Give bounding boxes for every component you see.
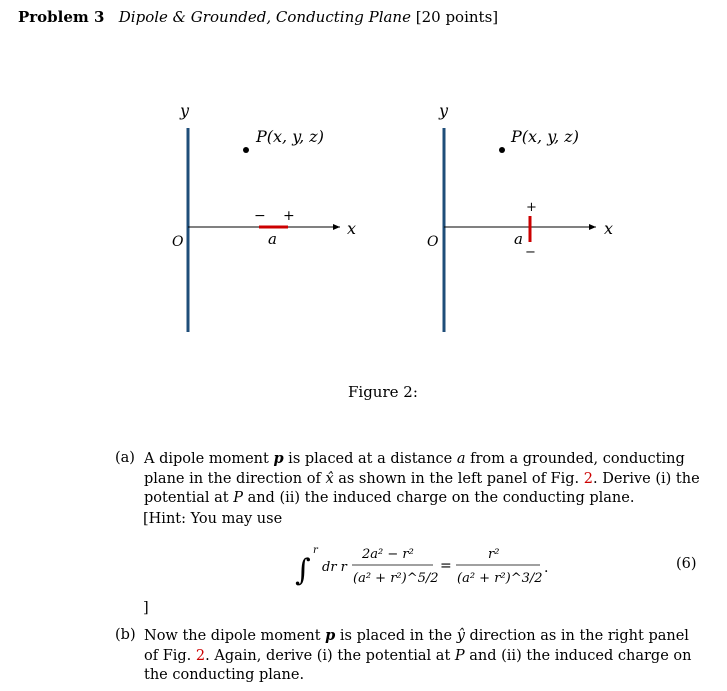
part-a-a: a [456, 451, 466, 467]
left-dipole-minus: − [254, 208, 266, 224]
part-a-p: p [273, 450, 284, 467]
part-a-fig-ref[interactable]: 2 [583, 470, 593, 487]
part-a-text [144, 449, 704, 509]
part-a-text-2: is placed at a distance [283, 451, 457, 467]
left-point-p [243, 147, 249, 153]
equation-number: (6) [676, 556, 697, 572]
figure-caption: Figure 2: [348, 383, 418, 401]
part-b-text-5: and (ii) the induced charge on the conducting plane. [144, 647, 692, 683]
part-a-label: (a) [115, 450, 135, 466]
part-b-P: P [454, 647, 465, 664]
left-x-label: x [347, 219, 357, 238]
part-b-text-3: direction as in the right panel of Fig. [144, 628, 689, 664]
part-b-fig-ref[interactable]: 2 [195, 647, 206, 664]
right-dipole-minus: − [525, 245, 536, 260]
equals-sign: = [440, 558, 452, 574]
part-b-label: (b) [115, 627, 136, 643]
problem-title: Dipole & Grounded, Conducting Plane [118, 8, 411, 26]
part-b-yhat: ŷ [456, 628, 465, 644]
part-a-text-4: as shown in the left panel of Fig. [333, 470, 584, 487]
part-b-text-2: is placed in the [335, 628, 457, 644]
problem-points: [20 points] [415, 8, 499, 26]
part-a-P: P [233, 490, 243, 506]
part-b-text-4: . Again, derive (i) the potential at [205, 647, 455, 664]
frac1-numerator: 2a² − r² [362, 547, 414, 562]
part-a [115, 449, 715, 509]
right-distance-label: a [514, 230, 523, 248]
left-panel [172, 101, 356, 332]
part-a-xhat: x̂ [325, 470, 334, 487]
frac2-numerator: r² [488, 547, 500, 562]
integral-sign: ∫ [295, 553, 311, 588]
integral-upper-limit: r [313, 545, 318, 556]
right-point-p [499, 147, 505, 153]
problem-label: Problem 3 [18, 8, 105, 26]
equation-end: . [544, 560, 549, 576]
integrand-prefix: dr r [322, 560, 347, 575]
part-a-text-5: . Derive (i) the potential at [144, 470, 700, 506]
part-b-text-1: Now the dipole moment [144, 628, 326, 644]
part-b [115, 626, 715, 686]
right-y-label: y [439, 101, 449, 120]
left-dipole-plus: + [283, 208, 295, 224]
frac2-denominator: (a² + r²)^3/2 [457, 571, 543, 586]
right-dipole-plus: + [526, 200, 537, 215]
right-x-label: x [604, 219, 614, 238]
left-origin-label: O [172, 234, 184, 250]
hint-close: ] [143, 600, 149, 616]
part-b-text [144, 626, 704, 686]
right-origin-label: O [427, 234, 439, 250]
part-b-p: p [325, 627, 336, 644]
part-a-text-6: and (ii) the induced charge on the conducting plane. [242, 490, 635, 506]
frac1-denominator: (a² + r²)^5/2 [353, 571, 439, 586]
left-y-label: y [180, 101, 190, 120]
left-point-label: P(x, y, z) [256, 127, 324, 146]
left-distance-label: a [268, 230, 277, 248]
part-a-text-1: A dipole moment [144, 451, 274, 467]
part-a-text-3: from a grounded, conducting plane in the direction of [144, 451, 685, 487]
right-panel [427, 101, 613, 332]
hint-open: [Hint: You may use [143, 511, 283, 527]
right-point-label: P(x, y, z) [511, 127, 579, 146]
